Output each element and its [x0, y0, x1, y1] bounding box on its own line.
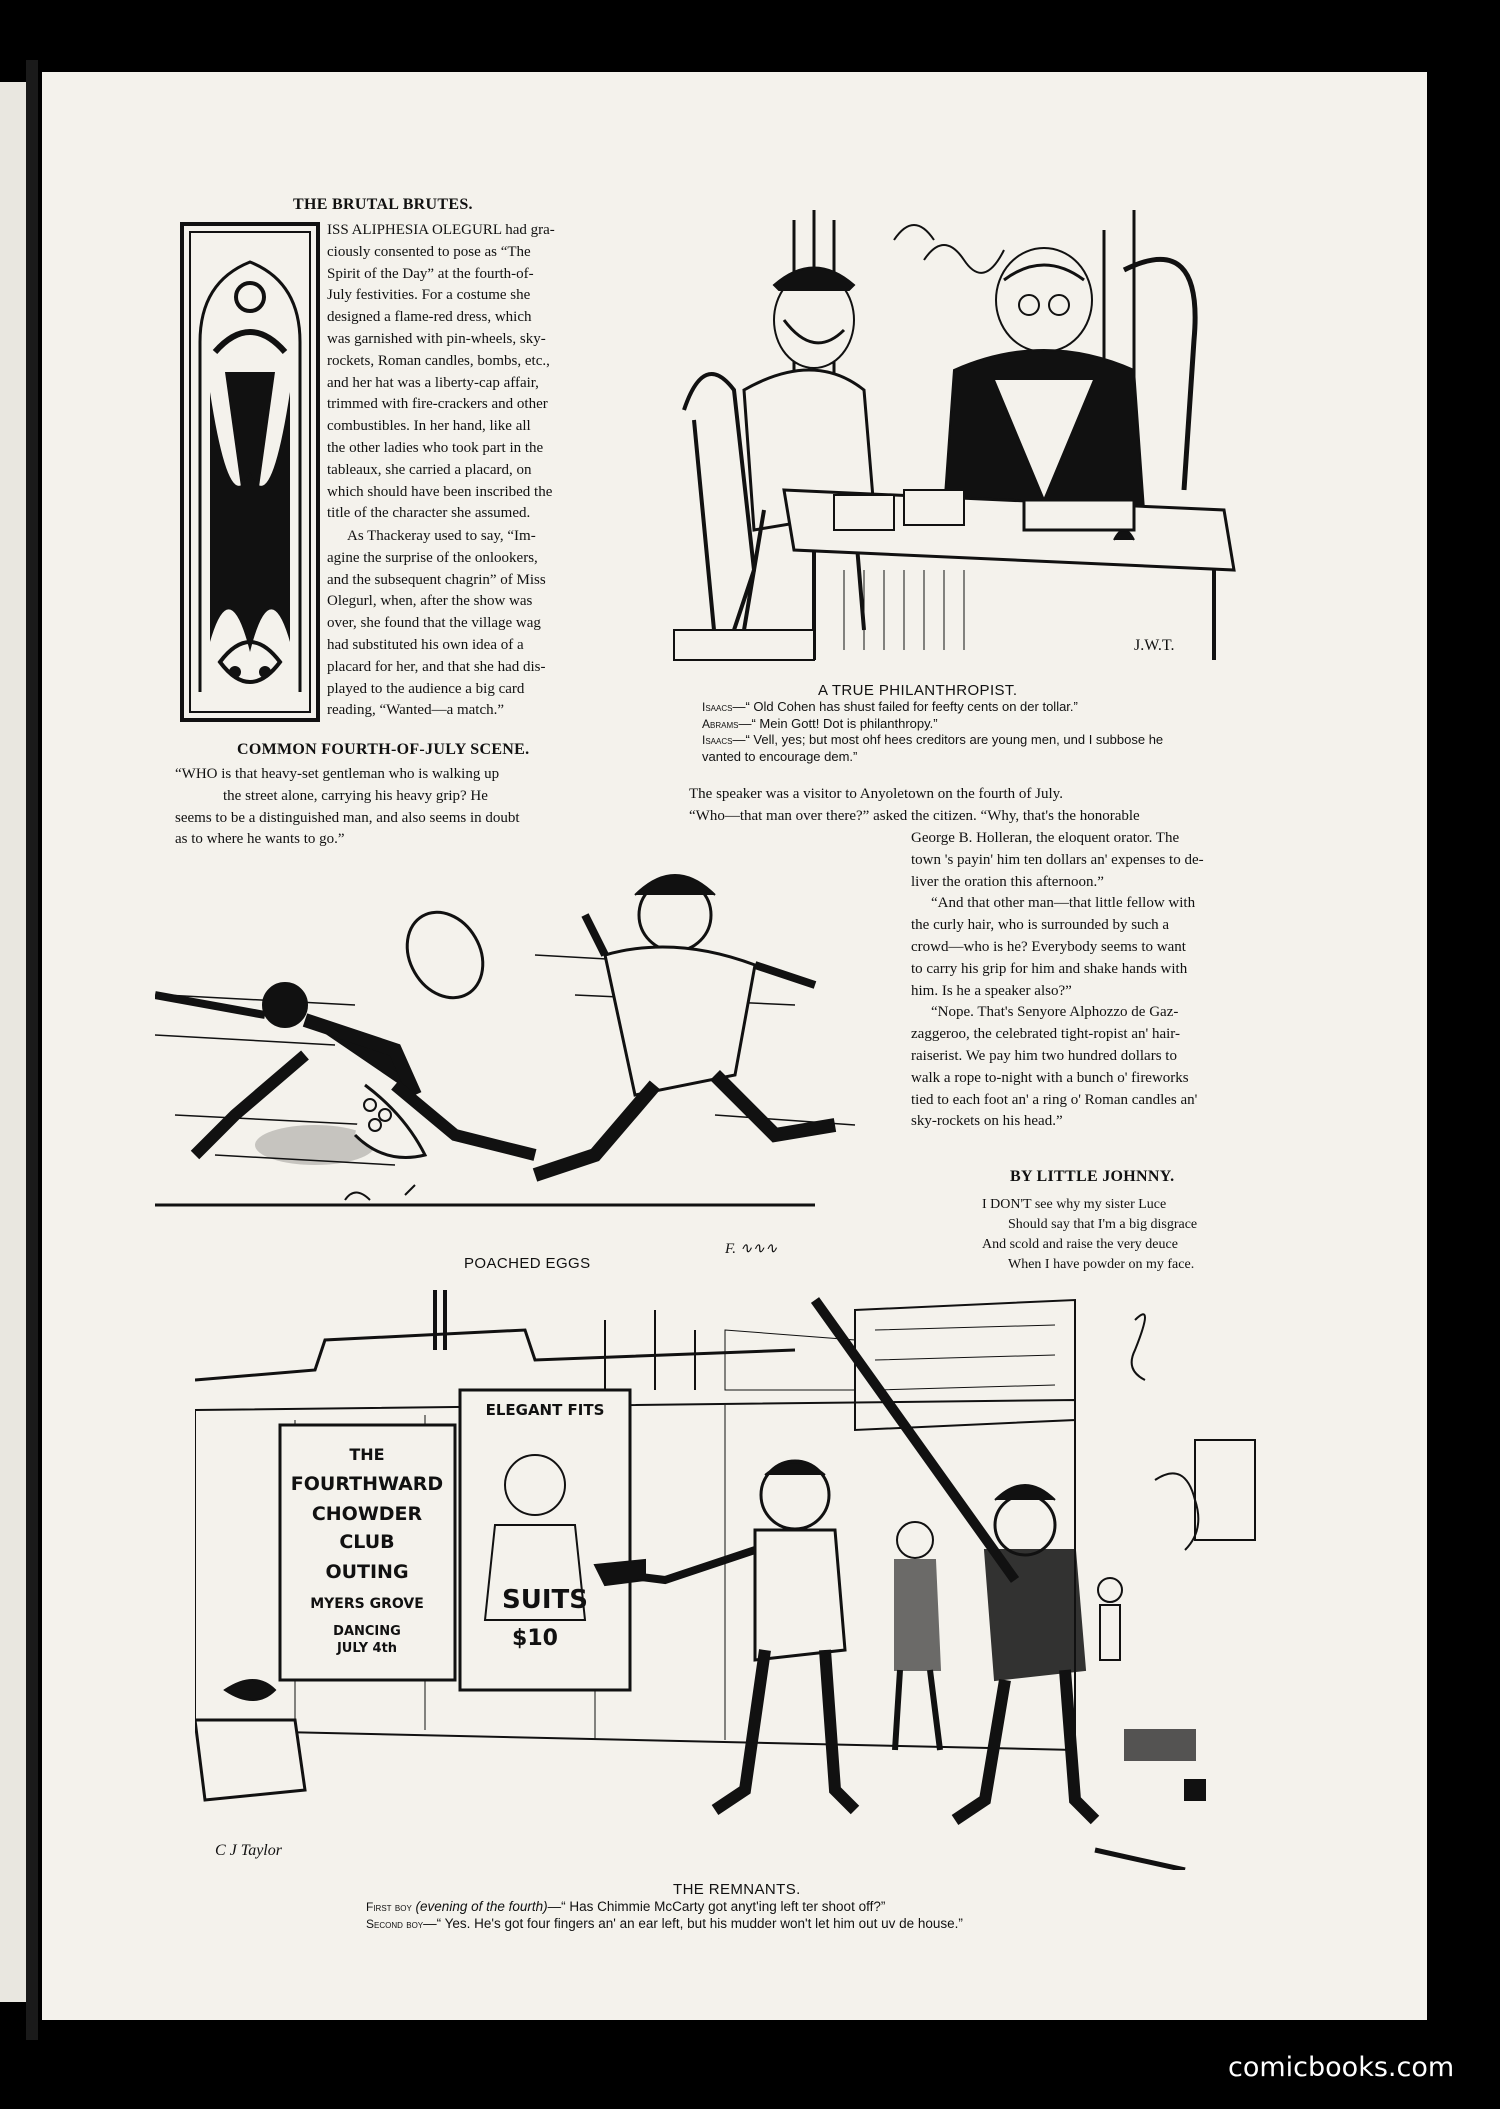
fourth-scene-right-top: The speaker was a visitor to Anyoletown on the fourth of July. “Who—that man over there?” asked the citizen. “Why, that's the honorable	[689, 786, 1140, 824]
philanthropist-dialogue: Isaacs—“ Old Cohen has shust failed for feefty cents on der tollar.” Abrams—“ Mein Gott! Dot is philanthropy.” Isaacs—“ Vell, yes; but most ohf hees creditors are young men, und I subbose he vanted to encourage dem.”	[702, 699, 1164, 764]
philanthropist-signature: J.W.T.	[1134, 637, 1175, 654]
brutal-brutes-para2: As Thackeray used to say, “Im- agine the surprise of the onlookers, and the subsequent chagrin” of Miss Olegurl, when, after the show was over, she found that the village wag had substituted his own idea of a placard for her, and that she had dis- played to the audience a big card reading, “Wanted—a match.”	[327, 528, 546, 719]
svg-text:CLUB: CLUB	[339, 1531, 395, 1553]
svg-text:ELEGANT FITS: ELEGANT FITS	[485, 1401, 605, 1419]
svg-text:SUITS: SUITS	[502, 1585, 588, 1615]
little-johnny-title: BY LITTLE JOHNNY.	[1010, 1168, 1175, 1185]
fourth-scene-right-column: George B. Holleran, the eloquent orator. The town 's payin' him ten dollars an' expenses to de- liver the oration this afternoon.” “And that other man—that little fellow with the curly hair, who is surrounded by such a crowd—who is he? Everybody seems to want to carry his grip for him and shake hands with him. Is he a speaker also?” “Nope. That's Senyore Alphozzo de Gaz- zaggeroo, the celebrated tight-ropist an' hair- raiserist. We pay him two hundred dollars to walk a rope to-night with a bunch o' fireworks tied to each foot an' a ring o' Roman candles an' sky-rockets on his head.”	[911, 830, 1204, 1130]
svg-text:OUTING: OUTING	[325, 1561, 409, 1583]
brutal-brutes-para1: ISS ALIPHESIA OLEGURL had gra- ciously consented to pose as “The Spirit of the Day” at the fourth-of- July festivities. For a costume she designed a flame-red dress, which was garnished with pin-wheels, sky- rockets, Roman candles, bombs, etc., and her hat was a liberty-cap affair, trimmed with fire-crackers and other combustibles. In her hand, like all the other ladies who took part in the tableaux, she carried a placard, on which should have been inscribed the title of the character she assumed.	[327, 222, 555, 522]
philanthropist-illustration	[664, 210, 1276, 670]
ornamental-initial-m	[180, 222, 320, 722]
left-page-edge	[0, 82, 26, 2002]
svg-text:THE: THE	[349, 1445, 385, 1464]
binding-spine	[26, 60, 38, 2040]
poached-eggs-caption: POACHED EGGS	[464, 1255, 591, 1272]
fourth-scene-title: COMMON FOURTH-OF-JULY SCENE.	[237, 741, 530, 758]
poached-eggs-illustration	[155, 855, 875, 1255]
svg-text:FOURTHWARD: FOURTHWARD	[290, 1473, 444, 1495]
site-watermark: comicbooks.com	[1228, 2052, 1455, 2083]
brutal-brutes-title: THE BRUTAL BRUTES.	[293, 196, 473, 213]
remnants-illustration	[195, 1290, 1290, 1870]
remnants-signature: C J Taylor	[215, 1842, 282, 1859]
fourth-scene-left-text: “WHO is that heavy-set gentleman who is walking up the street alone, carrying his heavy grip? He seems to be a distinguished man, and also seems in doubt as to where he wants to go.”	[175, 766, 520, 848]
philanthropist-caption: A TRUE PHILANTHROPIST.	[818, 682, 1018, 699]
svg-text:CHOWDER: CHOWDER	[311, 1503, 423, 1525]
svg-text:JULY 4th: JULY 4th	[336, 1641, 398, 1656]
remnants-dialogue: First boy (evening of the fourth)—“ Has Chimmie McCarty got anyt'ing left ter shoot off?” Second boy—“ Yes. He's got four fingers an' an ear left, but his mudder won't let him out uv de house.”	[366, 1899, 963, 1931]
svg-text:F. ∿∿∿: F. ∿∿∿	[725, 1241, 778, 1255]
little-johnny-poem: I DON'T see why my sister Luce Should say that I'm a big disgrace And scold and raise the very deuce When I have powder on my face.	[982, 1197, 1198, 1272]
svg-text:$10: $10	[512, 1626, 558, 1651]
svg-text:DANCING: DANCING	[333, 1624, 401, 1639]
remnants-caption: THE REMNANTS.	[673, 1881, 801, 1898]
svg-text:MYERS GROVE: MYERS GROVE	[310, 1596, 424, 1612]
